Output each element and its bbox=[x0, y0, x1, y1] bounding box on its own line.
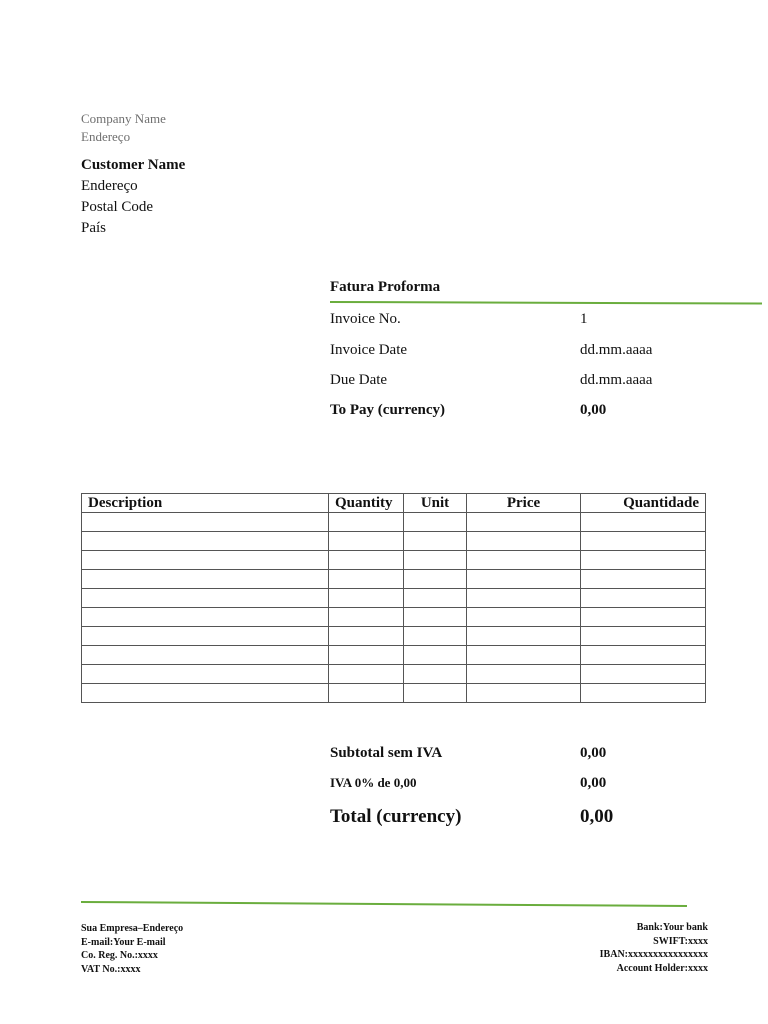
table-cell bbox=[82, 627, 329, 646]
customer-address: Endereço bbox=[81, 178, 138, 194]
table-cell bbox=[581, 665, 706, 684]
footer-company-info bbox=[81, 922, 183, 976]
footer-bank: Bank:Your bank bbox=[636, 922, 708, 933]
table-cell bbox=[404, 513, 467, 532]
table-cell bbox=[467, 665, 581, 684]
table-row bbox=[82, 684, 706, 703]
table-cell bbox=[404, 665, 467, 684]
table-cell bbox=[329, 532, 404, 551]
table-cell bbox=[581, 532, 706, 551]
column-header-price: Price bbox=[467, 494, 581, 513]
table-header-row bbox=[82, 494, 706, 513]
footer-company-reg: Co. Reg. No.:xxxx bbox=[81, 950, 158, 961]
table-row bbox=[82, 665, 706, 684]
sender-address: Endereço bbox=[81, 129, 131, 144]
table-cell bbox=[404, 646, 467, 665]
table-cell bbox=[82, 570, 329, 589]
table-row bbox=[82, 627, 706, 646]
table-cell bbox=[329, 570, 404, 589]
footer-swift: SWIFT:xxxx bbox=[653, 935, 708, 947]
column-header-quantity: Quantity bbox=[329, 494, 404, 513]
table-cell bbox=[581, 513, 706, 532]
table-cell bbox=[467, 570, 581, 589]
table-row bbox=[82, 513, 706, 532]
due-date-value: dd.mm.aaaa bbox=[580, 372, 653, 388]
column-header-quantidade: Quantidade bbox=[581, 494, 706, 513]
subtotal-label: Subtotal sem IVA bbox=[330, 745, 443, 761]
table-cell bbox=[329, 551, 404, 570]
invoice-title: Fatura Proforma bbox=[330, 279, 441, 295]
table-row bbox=[82, 532, 706, 551]
table-cell bbox=[329, 513, 404, 532]
table-cell bbox=[404, 608, 467, 627]
table-cell bbox=[329, 589, 404, 608]
invoice-title-underline bbox=[330, 301, 762, 305]
table-cell bbox=[82, 532, 329, 551]
invoice-number-label: Invoice No. bbox=[330, 311, 401, 327]
customer-country: País bbox=[81, 220, 107, 236]
vat-value: 0,00 bbox=[580, 775, 607, 791]
table-cell bbox=[329, 684, 404, 703]
total-label: Total (currency) bbox=[330, 806, 462, 827]
table-cell bbox=[581, 646, 706, 665]
table-cell bbox=[467, 627, 581, 646]
table-cell bbox=[82, 608, 329, 627]
footer-vat-number: VAT No.:xxxx bbox=[81, 963, 141, 975]
table-row bbox=[82, 551, 706, 570]
table-cell bbox=[581, 627, 706, 646]
table-cell bbox=[329, 627, 404, 646]
footer-company-address: Sua Empresa–Endereço bbox=[81, 923, 184, 934]
subtotal-value: 0,00 bbox=[580, 745, 607, 761]
table-row bbox=[82, 589, 706, 608]
table-cell bbox=[467, 513, 581, 532]
table-cell bbox=[581, 570, 706, 589]
table-cell bbox=[82, 684, 329, 703]
invoice-date-label: Invoice Date bbox=[330, 342, 408, 358]
table-cell bbox=[581, 608, 706, 627]
table-cell bbox=[82, 665, 329, 684]
table-cell bbox=[581, 589, 706, 608]
table-row bbox=[82, 608, 706, 627]
invoice-number-value: 1 bbox=[580, 311, 588, 327]
vat-label: IVA 0% de 0,00 bbox=[330, 775, 417, 790]
sender-company-name: Company Name bbox=[81, 111, 166, 126]
total-value: 0,00 bbox=[580, 806, 614, 827]
table-cell bbox=[404, 684, 467, 703]
table-cell bbox=[467, 532, 581, 551]
table-cell bbox=[581, 684, 706, 703]
table-cell bbox=[329, 646, 404, 665]
invoice-date-value: dd.mm.aaaa bbox=[580, 342, 653, 358]
footer-email: E-mail:Your E-mail bbox=[81, 936, 166, 948]
footer-divider bbox=[81, 901, 687, 907]
items-table bbox=[81, 493, 706, 703]
table-cell bbox=[467, 551, 581, 570]
table-cell bbox=[82, 513, 329, 532]
table-cell bbox=[82, 646, 329, 665]
to-pay-value: 0,00 bbox=[580, 402, 607, 418]
table-cell bbox=[467, 646, 581, 665]
footer-bank-info bbox=[600, 921, 708, 975]
customer-name: Customer Name bbox=[81, 157, 186, 173]
table-cell bbox=[581, 551, 706, 570]
table-cell bbox=[404, 627, 467, 646]
table-cell bbox=[467, 608, 581, 627]
table-row bbox=[82, 570, 706, 589]
table-cell bbox=[404, 589, 467, 608]
table-cell bbox=[404, 551, 467, 570]
table-row bbox=[82, 646, 706, 665]
footer-account-holder: Account Holder:xxxx bbox=[616, 962, 708, 974]
table-cell bbox=[467, 684, 581, 703]
customer-postal-code: Postal Code bbox=[81, 199, 154, 215]
footer-iban: IBAN:xxxxxxxxxxxxxxxx bbox=[599, 949, 708, 960]
table-cell bbox=[329, 608, 404, 627]
table-cell bbox=[82, 589, 329, 608]
table-cell bbox=[404, 570, 467, 589]
due-date-label: Due Date bbox=[330, 372, 388, 388]
to-pay-label: To Pay (currency) bbox=[330, 402, 445, 418]
table-cell bbox=[82, 551, 329, 570]
table-cell bbox=[467, 589, 581, 608]
column-header-description: Description bbox=[82, 494, 329, 513]
table-cell bbox=[404, 532, 467, 551]
column-header-unit: Unit bbox=[404, 494, 467, 513]
table-cell bbox=[329, 665, 404, 684]
